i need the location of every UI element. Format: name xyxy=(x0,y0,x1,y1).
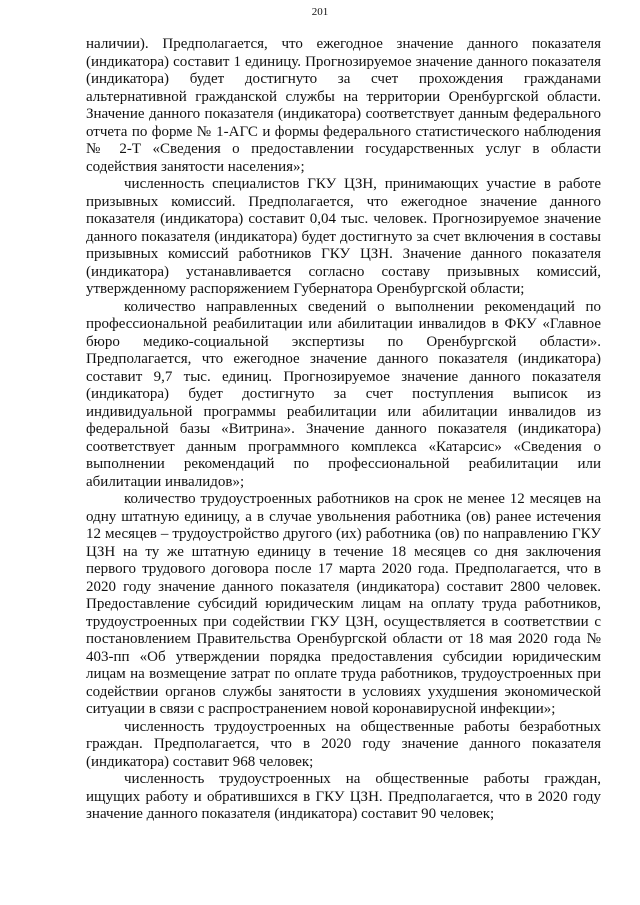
paragraph-4: количество трудоустроенных работников на срок не менее 12 месяцев на одну штатную единицу, а в случае увольнения работника (ов) ранее истечения 12 месяцев – трудоустройство другого (их) работника (ов) по направлению ГКУ ЦЗН на ту же штатную единицу в течение 18 месяцев со дня заключения первого трудового договора после 17 марта 2020 года. Предполагается, что в 2020 году значение данного показателя (индикатора) составит 2800 человек. Предоставление субсидий юридическим лицам на оплату труда работников, трудоустроенных при содействии ГКУ ЦЗН, осуществляется в соответствии с постановлением Правительства Оренбургской области от 18 мая 2020 года № 403-пп «Об утверждении порядка предоставления субсидии юридическим лицам на возмещение затрат по оплате труда работников, трудоустроенных при содействии органов службы занятости в условиях ухудшения экономической ситуации в связи с распространением новой коронавирусной инфекции»; xyxy=(86,491,601,717)
paragraph-2: численность специалистов ГКУ ЦЗН, принимающих участие в работе призывных комиссий. Предполагается, что ежегодное значение данного показателя (индикатора) составит 0,04 тыс. человек. Прогнозируемое значение данного показателя (индикатора) будет достигнуто за счет включения в составы призывных комиссий работников ГКУ ЦЗН. Значение данного показателя (индикатора) устанавливается согласно составу призывных комиссий, утвержденному распоряжением Губернатора Оренбургской области; xyxy=(86,176,601,297)
page-number: 201 xyxy=(311,6,329,18)
paragraph-5: численность трудоустроенных на общественные работы безработных граждан. Предполагается, что в 2020 году значение данного показателя (индикатора) составит 968 человек; xyxy=(86,718,601,770)
document-body xyxy=(86,36,601,824)
paragraph-3: количество направленных сведений о выполнении рекомендаций по профессиональной реабилитации или абилитации инвалидов в ФКУ «Главное бюро медико-социальной экспертизы по Оренбургской области». Предполагается, что ежегодное значение данного показателя (индикатора) составит 9,7 тыс. единиц. Прогнозируемое значение данного показателя (индикатора) будет достигнуто за счет поступления выписок из индивидуальной программы реабилитации или абилитации инвалидов из федеральной базы «Витрина». Значение данного показателя (индикатора) соответствует данным программного комплекса «Катарсис» «Сведения о выполнении рекомендаций по профессиональной реабилитации или абилитации инвалидов»; xyxy=(86,298,601,490)
paragraph-1: наличии). Предполагается, что ежегодное значение данного показателя (индикатора) составит 1 единицу. Прогнозируемое значение данного показателя (индикатора) будет достигнуто за счет прохождения гражданами альтернативной гражданской службы на территории Оренбургской области. Значение данного показателя (индикатора) соответствует данным федерального отчета по форме № 1-АГС и формы федерального статистического наблюдения № 2-Т «Сведения о предоставлении государственных услуг в области содействия занятости населения»; xyxy=(86,36,601,175)
paragraph-6: численность трудоустроенных на общественные работы граждан, ищущих работу и обратившихся в ГКУ ЦЗН. Предполагается, что в 2020 году значение данного показателя (индикатора) составит 90 человек; xyxy=(86,771,601,822)
